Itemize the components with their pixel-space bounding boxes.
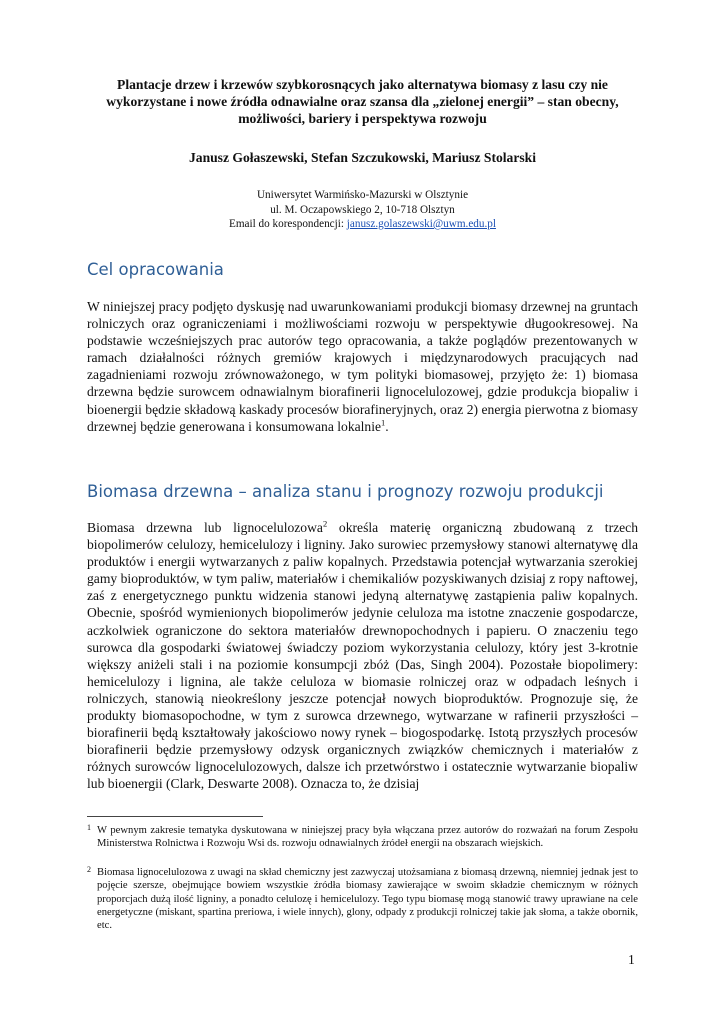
section-heading-biomasa: Biomasa drzewna – analiza stanu i prognozy rozwoju produkcji [87, 482, 604, 501]
section-biomasa-paragraph [87, 519, 638, 793]
affiliation-institution: Uniwersytet Warmińsko-Mazurski w Olsztynie [256, 189, 469, 201]
paragraph-end: . [385, 418, 389, 434]
footnote-text: W pewnym zakresie tematyka dyskutowana w niniejszej pracy była włączana przez autorów do rozważań na forum Zespołu Ministerstwa Rolnictwa i Rozwoju Wsi ds. rozwoju odnawialnych źródeł energii na obszarach wiejskich. [97, 825, 638, 850]
footnote-2 [87, 866, 638, 932]
section-heading-cel: Cel opracowania [87, 260, 224, 279]
affiliation-address: ul. M. Oczapowskiego 2, 10-718 Olsztyn [270, 203, 455, 216]
paragraph-start: Biomasa drzewna lub lignocelulozowa [87, 520, 323, 535]
footnote-mark: 1 [87, 823, 91, 832]
email-label: Email do korespondencji: [229, 218, 347, 230]
section-cel-paragraph [87, 298, 638, 435]
footnote-ref-1[interactable]: 1 [381, 417, 386, 428]
paper-title: Plantacje drzew i krzewów szybkorosnących jako alternatywa biomasy z lasu czy nie wykorzystane i nowe źródła odnawialne oraz szansa dla „zielonej energii” – stan obecny, możliwości, bariery i perspektywa rozwoju [106, 77, 619, 126]
affiliation-block [80, 188, 645, 232]
email-link[interactable]: janusz.golaszewski@uwm.edu.pl [346, 218, 496, 230]
paper-authors: Janusz Gołaszewski, Stefan Szczukowski, Mariusz Stolarski [188, 150, 537, 165]
page-number: 1 [628, 952, 635, 967]
paragraph-text: określa materię organiczną zbudowaną z trzech biopolimerów celulozy, hemicelulozy i ligniny. Jako surowiec przemysłowy stanowi alternatywę dla produktów i energii wytwarzanych z paliw kopalnych. Przedstawia potencjał wytwarzania szerokiej gamy bioproduktów, w tym paliw, materiałów i chemikaliów pozyskiwanych dzisiaj z ropy naftowej, zaś z energetycznego punktu widzenia stanowi jedyną alternatywę zastąpienia paliw kopalnych. Obecnie, spośród wymienionych biopolimerów jedynie celuloza ma istotne znaczenie gospodarcze, aczkolwiek ograniczone do sektora materiałów drewnopochodnych i papieru. O znaczeniu tego surowca dla gospodarki światowej świadczy poziom wykorzystania celulozy, który jest 3-krotnie większy aniżeli stali i na poziomie konsumpcji zbóż (Das, Singh 2004). Pozostałe biopolimery: hemicelulozy i lignina, ale także celuloza w biomasie rolniczej oraz w odpadach leśnych i rolniczych, stanowią nieokreślony jeszcze potencjał nowych bioproduktów. Prognozuje się, że produkty biomasopochodne, w tym z surowca drzewnego, wytwarzane w rafinerii przyszłości – biorafinerii będą kształtowały jakościowo nowy rynek – biogospodarkę. Istotą przyszłych procesów biorafinerii będzie przemysłowy odzysk organicznych związków chemicznych i materiałów z różnych surowców lignocelulozowych, dalsze ich przetwórstwo i ostatecznie wytwarzanie biopaliw lub bioenergii (Clark, Deswarte 2008). Oznacza to, że dzisiaj [87, 520, 638, 792]
footnote-mark: 2 [87, 865, 91, 874]
footnote-text: Biomasa lignocelulozowa z uwagi na skład chemiczny jest zazwyczaj utożsamiana z biomasą drzewną, niemniej jednak jest to pojęcie szersze, obejmujące bowiem wszystkie źródła biomasy zawierające w swoim składzie chemicznym w różnych proporcjach dużą ilość ligniny, a ponadto celulozę i hemicelulozy. Tego typu biomasę mogą stanowić trawy uprawiane na cele energetyczne (miskant, spartina preriowa, i wiele innych), glony, odpady z produkcji rolniczej takie jak słoma, a także obornik, etc. [97, 867, 638, 932]
correspondence-line [80, 217, 645, 232]
footnote-1 [87, 824, 638, 851]
footnote-ref-2[interactable]: 2 [322, 518, 328, 529]
paragraph-text: W niniejszej pracy podjęto dyskusję nad uwarunkowaniami produkcji biomasy drzewnej na gruntach rolniczych oraz ograniczeniami i możliwościami rozwoju w perspektywie długookresowej. Na podstawie wcześniejszych prac autorów tego opracowania, a także poglądów prezentowanych w ramach działalności różnych gremiów krajowych i międzynarodowych pracujących nad zagadnieniami rozwoju zrównoważonego, w tym polityki biomasowej, przyjęto że: 1) biomasa drzewna będzie surowcem odnawialnym biorafinerii lignocelulozowej, gdzie produkcja biopaliw i bioenergii będzie składową kaskady procesów biorafineryjnych, oraz 2) energia pierwotna z biomasy drzewnej będzie generowana i konsumowana lokalnie [87, 299, 638, 434]
footnote-separator [87, 816, 263, 817]
